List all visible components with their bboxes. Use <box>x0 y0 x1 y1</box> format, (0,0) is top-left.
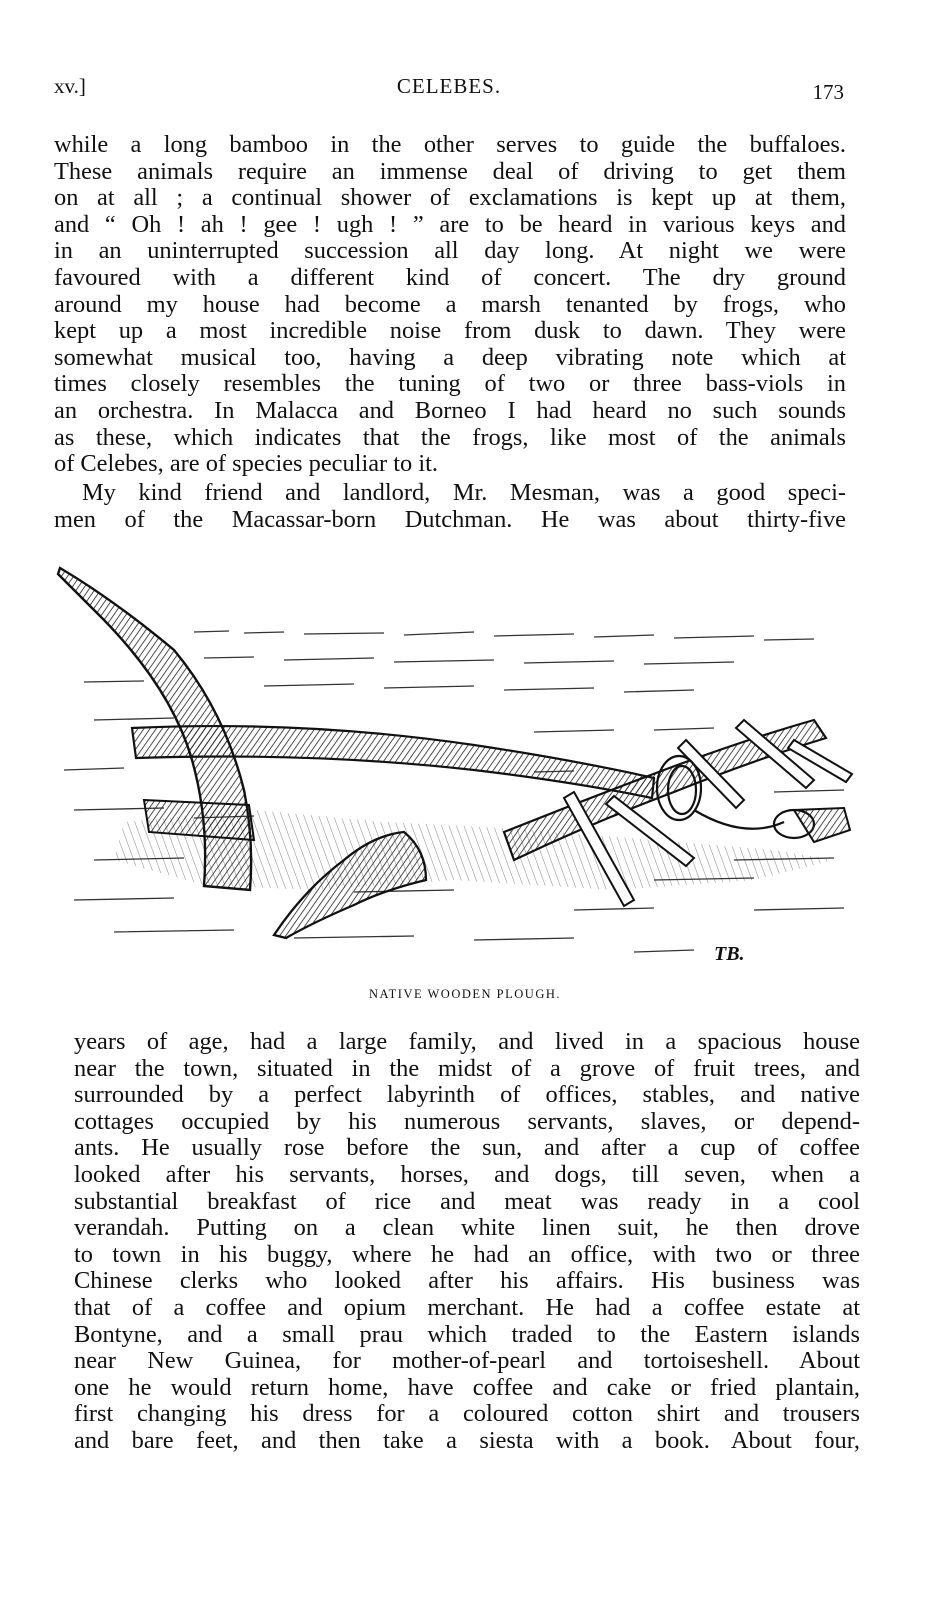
text-line: around my house had become a marsh tenanted by frogs, who <box>54 290 846 318</box>
section-marker: xv.] <box>54 74 86 98</box>
text-line: first changing his dress for a coloured cotton shirt and trousers <box>74 1400 860 1428</box>
text-line: Bontyne, and a small prau which traded to the Eastern islands <box>74 1320 860 1348</box>
paragraph-frogs <box>54 132 846 478</box>
text-line: and “ Oh ! ah ! gee ! ugh ! ” are to be heard in various keys and <box>54 210 846 238</box>
text-line: My kind friend and landlord, Mr. Mesman, was a good speci- <box>82 479 846 506</box>
plough-illustration <box>54 560 854 970</box>
text-line: kept up a most incredible noise from dusk to dawn. They were <box>54 317 846 345</box>
running-header <box>54 74 844 104</box>
text-line: of Celebes, are of species peculiar to it. <box>54 450 438 478</box>
paragraph-mesman-life <box>74 1029 860 1455</box>
text-line: substantial breakfast of rice and meat was ready in a cool <box>74 1187 860 1215</box>
text-line: near the town, situated in the midst of a grove of fruit trees, and <box>74 1054 860 1082</box>
text-line: years of age, had a large family, and lived in a spacious house <box>74 1028 860 1055</box>
text-line: Chinese clerks who looked after his affairs. His business was <box>74 1267 860 1295</box>
text-line: times closely resembles the tuning of two or three bass-viols in <box>54 370 846 398</box>
text-line: ants. He usually rose before the sun, and after a cup of coffee <box>74 1134 860 1162</box>
text-line: one he would return home, have coffee and cake or fried plantain, <box>74 1373 860 1401</box>
text-line: favoured with a different kind of concert. The dry ground <box>54 263 846 291</box>
text-line: an orchestra. In Malacca and Borneo I had heard no such sounds <box>54 396 846 424</box>
text-line: in an uninterrupted succession all day long. At night we were <box>54 237 846 265</box>
text-line: These animals require an immense deal of driving to get them <box>54 157 846 185</box>
text-line: and bare feet, and then take a siesta with a book. About four, <box>74 1426 860 1454</box>
page-number: 173 <box>812 80 844 104</box>
engraver-signature: TB. <box>714 943 745 965</box>
figure-caption: NATIVE WOODEN PLOUGH. <box>368 987 562 1001</box>
text-line: somewhat musical too, having a deep vibrating note which at <box>54 343 846 371</box>
text-line: near New Guinea, for mother-of-pearl and tortoiseshell. About <box>74 1347 860 1375</box>
text-line: while a long bamboo in the other serves to guide the buffaloes. <box>54 131 846 158</box>
running-title: CELEBES. <box>396 74 502 98</box>
text-line: verandah. Putting on a clean white linen suit, he then drove <box>74 1214 860 1242</box>
plough-engraving <box>54 560 854 970</box>
paragraph-mesman-intro <box>54 480 846 533</box>
text-line: on at all ; a continual shower of exclamations is kept up at them, <box>54 184 846 212</box>
text-line: men of the Macassar-born Dutchman. He was about thirty-five <box>54 505 846 533</box>
text-line: looked after his servants, horses, and dogs, till seven, when a <box>74 1160 860 1188</box>
text-line: cottages occupied by his numerous servants, slaves, or depend- <box>74 1107 860 1135</box>
text-line: surrounded by a perfect labyrinth of offices, stables, and native <box>74 1081 860 1109</box>
text-line: as these, which indicates that the frogs, like most of the animals <box>54 423 846 451</box>
text-line: that of a coffee and opium merchant. He had a coffee estate at <box>74 1293 860 1321</box>
text-line: to town in his buggy, where he had an office, with two or three <box>74 1240 860 1268</box>
